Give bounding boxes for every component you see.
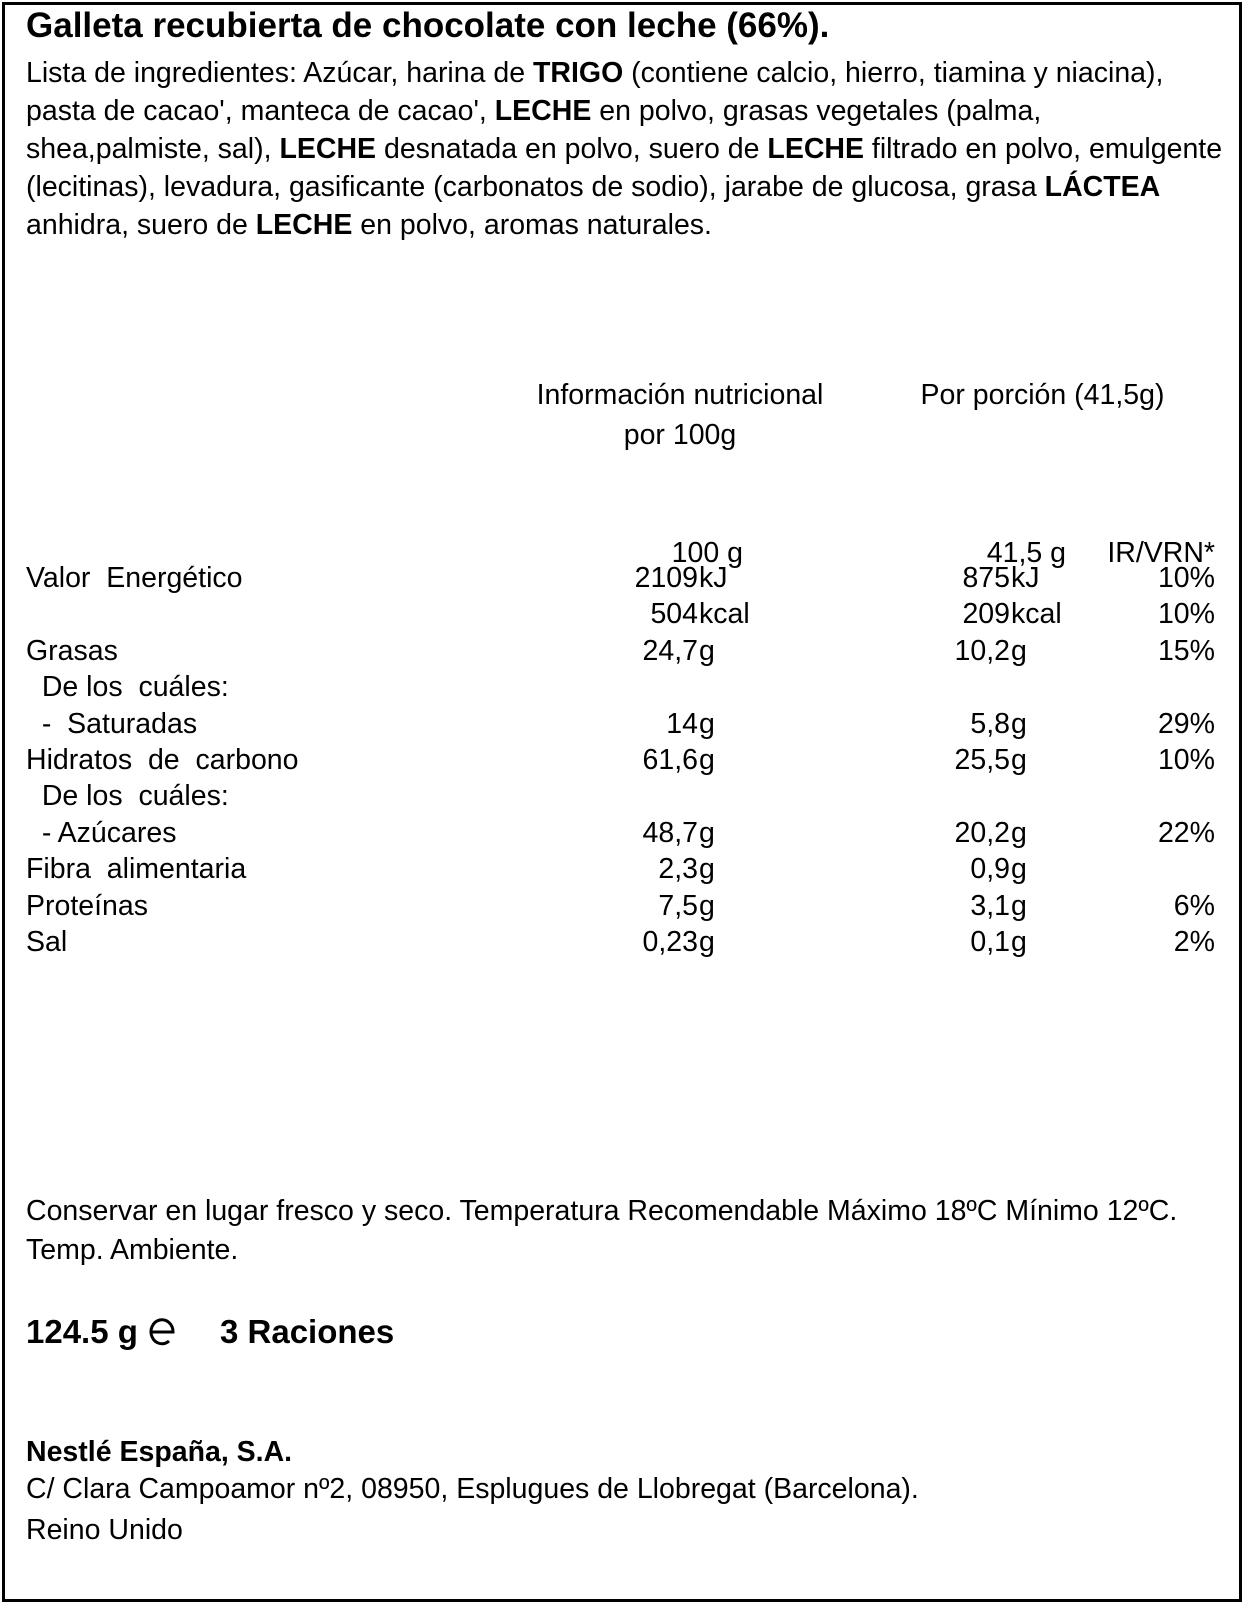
- net-weight: [26, 1313, 177, 1351]
- unit-per100: g: [699, 634, 715, 667]
- unit-portion: kJ: [1011, 562, 1040, 594]
- nutrient-label: Grasas: [26, 634, 118, 667]
- unit-per100: g: [699, 926, 715, 958]
- ingredients-list: [26, 54, 1226, 244]
- value-per100: 2109: [634, 562, 698, 594]
- nutrition-header-per100-line1: Información nutricional: [536, 379, 824, 411]
- unit-portion: g: [1011, 816, 1027, 849]
- subheader-portion: 41,5 g: [986, 537, 1066, 569]
- allergen-highlight: TRIGO: [533, 57, 624, 89]
- nutrient-label: Fibra alimentaria: [26, 853, 247, 886]
- nutrient-label: De los cuáles:: [26, 780, 229, 813]
- ingredient-text: en polvo, aromas naturales.: [352, 209, 712, 241]
- allergen-highlight: LECHE: [494, 95, 592, 127]
- value-portion: 209: [962, 598, 1010, 631]
- net-weight-value: 124.5 g: [26, 1313, 138, 1350]
- ingredient-text: (contiene calcio, hierro, tiamina y niacina), pasta de cacao', manteca de cacao',: [26, 57, 1164, 127]
- unit-per100: kJ: [699, 562, 728, 594]
- value-per100: 61,6: [642, 744, 698, 776]
- product-title: Galleta recubierta de chocolate con leche (66%).: [26, 6, 830, 45]
- allergen-highlight: LECHE: [767, 133, 865, 165]
- estimated-sign-icon: [147, 1317, 177, 1347]
- nutrition-header-portion: Por porción (41,5g): [920, 379, 1165, 411]
- allergen-highlight: LECHE: [279, 133, 377, 165]
- value-portion: 25,5: [954, 744, 1010, 776]
- company-name: Nestlé España, S.A.: [26, 1436, 293, 1468]
- value-per100: 7,5: [658, 889, 698, 922]
- company-address: C/ Clara Campoamor nº2, 08950, Esplugues de Llobregat (Barcelona).: [26, 1473, 919, 1505]
- unit-per100: g: [699, 853, 715, 886]
- rda-percent: 15%: [1157, 634, 1215, 667]
- nutrient-label: - Saturadas: [26, 707, 198, 740]
- unit-per100: g: [699, 816, 715, 849]
- value-portion: 10,2: [954, 634, 1010, 667]
- rda-percent: 10%: [1157, 598, 1215, 631]
- ingredient-text: desnatada en polvo, suero de: [376, 133, 768, 165]
- nutrient-label: Proteínas: [26, 889, 148, 922]
- rda-percent: 22%: [1157, 816, 1215, 849]
- unit-portion: g: [1011, 889, 1027, 922]
- subheader-rda: IR/VRN*: [1107, 537, 1215, 569]
- value-portion: 0,9: [970, 853, 1010, 886]
- ingredient-text: filtrado en polvo, emulgente (lecitinas), levadura, gasificante (carbonatos de sodio), jarabe de glucosa, grasa: [26, 133, 1223, 203]
- value-per100: 0,23: [642, 926, 698, 958]
- servings-count: 3 Raciones: [220, 1313, 395, 1350]
- value-per100: 2,3: [658, 853, 698, 886]
- ingredient-text: en polvo, grasas vegetales (palma, shea,palmiste, sal),: [26, 95, 1042, 165]
- value-portion: 5,8: [970, 707, 1010, 740]
- nutrient-label: Hidratos de carbono: [26, 744, 299, 776]
- allergen-highlight: LECHE: [255, 209, 353, 241]
- value-per100: 504: [650, 598, 698, 631]
- nutrient-label: Valor Energético: [26, 562, 243, 594]
- rda-percent: 29%: [1157, 707, 1215, 740]
- nutrient-label: - Azúcares: [26, 816, 177, 849]
- value-per100: 48,7: [642, 816, 698, 849]
- unit-portion: kcal: [1011, 598, 1062, 631]
- ingredient-text: anhidra, suero de: [26, 209, 256, 241]
- unit-per100: g: [699, 707, 715, 740]
- value-per100: 14: [666, 707, 698, 740]
- unit-per100: g: [699, 744, 715, 776]
- value-portion: 3,1: [970, 889, 1010, 922]
- nutrition-header-per100-line2: por 100g: [623, 419, 737, 451]
- rda-percent: 10%: [1157, 744, 1215, 776]
- nutrient-label: De los cuáles:: [26, 671, 229, 704]
- nutrition-header-per100: [520, 375, 840, 455]
- allergen-highlight: LÁCTEA: [1044, 171, 1161, 203]
- unit-portion: g: [1011, 744, 1027, 776]
- rda-percent: 6%: [1173, 889, 1215, 922]
- rda-percent: 2%: [1173, 926, 1215, 958]
- subheader-per100: 100 g: [671, 537, 743, 569]
- storage-instructions: Conservar en lugar fresco y seco. Temperatura Recomendable Máximo 18ºC Mínimo 12ºC. Temp. Ambiente.: [26, 1195, 1178, 1266]
- value-per100: 24,7: [642, 634, 698, 667]
- unit-portion: g: [1011, 853, 1027, 886]
- ingredient-text: Lista de ingredientes: Azúcar, harina de: [26, 57, 534, 89]
- rda-percent: 10%: [1157, 562, 1215, 594]
- unit-portion: g: [1011, 707, 1027, 740]
- unit-per100: kcal: [699, 598, 750, 631]
- value-portion: 0,1: [970, 926, 1010, 958]
- value-portion: 875: [962, 562, 1010, 594]
- unit-portion: g: [1011, 926, 1027, 958]
- unit-per100: g: [699, 889, 715, 922]
- value-portion: 20,2: [954, 816, 1010, 849]
- nutrient-label: Sal: [26, 926, 68, 958]
- country: Reino Unido: [26, 1514, 183, 1546]
- unit-portion: g: [1011, 634, 1027, 667]
